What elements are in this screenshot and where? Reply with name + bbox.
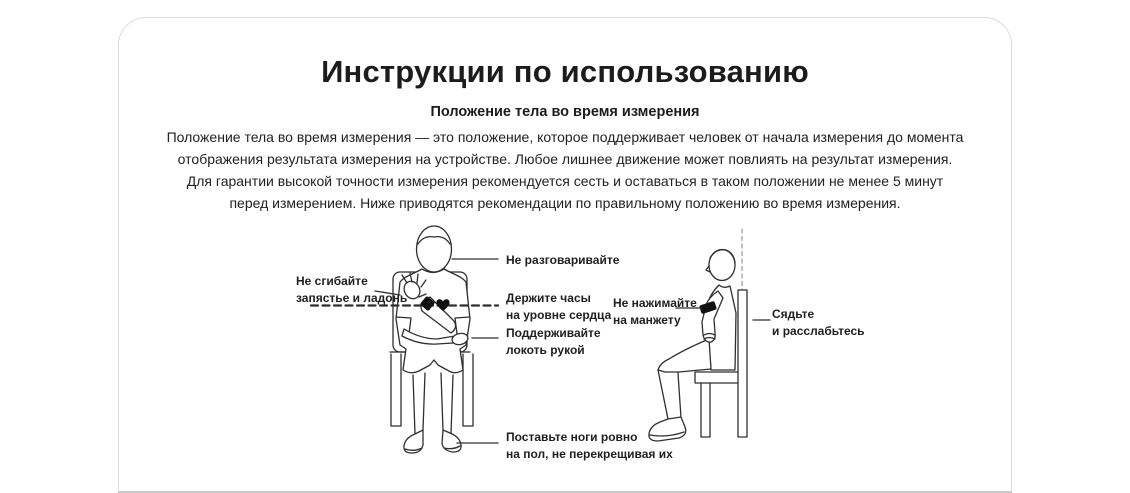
intro-paragraph: [119, 126, 1011, 214]
paragraph-line: Положение тела во время измерения — это положение, которое поддерживает человек от начала измерения до момента: [166, 129, 964, 145]
label-no-talking: [506, 252, 619, 269]
label-line: Поставьте ноги ровно: [506, 430, 638, 444]
label-line: Сядьте: [772, 307, 815, 321]
paragraph-line: перед измерением. Ниже приводятся рекомендации по правильному положению во время измерения.: [229, 195, 901, 211]
posture-diagram: [119, 223, 1011, 473]
side-figure-illustration: [649, 229, 770, 441]
label-support-elbow: [506, 325, 601, 359]
label-line: на пол, не перекрещивая их: [506, 447, 673, 461]
label-no-press-cuff: [613, 295, 697, 329]
label-wrist: [296, 273, 407, 307]
paragraph-line: отображения результата измерения на устройстве. Любое лишнее движение может повлиять на результат измерения.: [177, 151, 953, 167]
label-watch-heart-level: [506, 290, 611, 324]
section-heading: Положение тела во время измерения: [430, 104, 700, 120]
label-line: на уровне сердца: [506, 308, 612, 322]
page-title: Инструкции по использованию: [321, 54, 809, 89]
label-line: запястье и ладонь: [296, 291, 408, 305]
label-line: Поддерживайте: [506, 326, 601, 340]
instructions-card: [118, 17, 1012, 493]
label-line: Не нажимайте: [613, 296, 697, 310]
paragraph-line: Для гарантии высокой точности измерения рекомендуется сесть и оставаться в таком положении не менее 5 минут: [186, 173, 944, 189]
front-figure-illustration: [311, 226, 498, 453]
label-line: Не разговаривайте: [506, 253, 620, 267]
label-sit-relax: [772, 306, 865, 340]
label-line: на манжету: [613, 313, 681, 327]
label-feet-flat: [506, 429, 673, 463]
label-line: и расслабьтесь: [772, 324, 865, 338]
label-line: локоть рукой: [506, 343, 585, 357]
label-line: Держите часы: [506, 291, 591, 305]
label-line: Не сгибайте: [296, 274, 368, 288]
